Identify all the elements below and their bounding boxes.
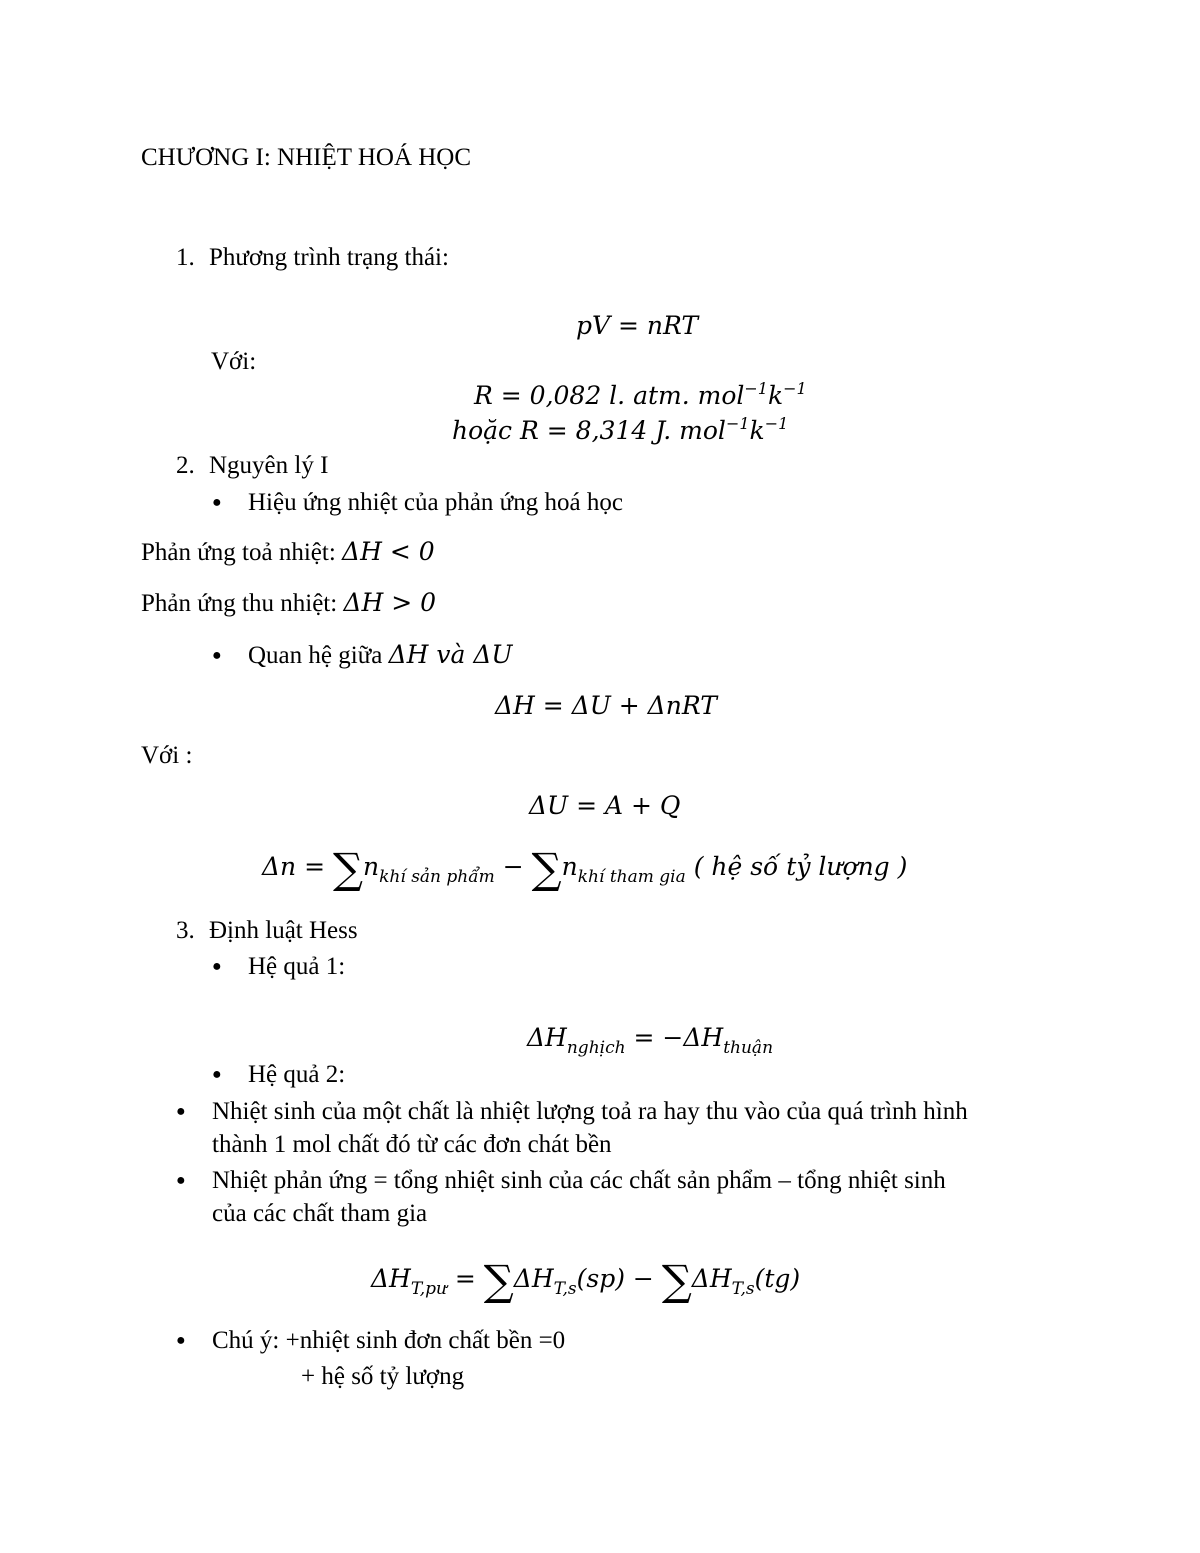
section-number: 2. <box>176 452 195 479</box>
gas-constant-joule: hoặc R = 8,314 J. $mol^{-1}k^{-1}$ <box>452 414 789 445</box>
bullet-relation: ● Quan hệ giữa ΔH và ΔU <box>212 640 513 669</box>
hess-reverse-equation: $\Delta H_{nghịch} = -\Delta H_{thuận}$ <box>527 1023 774 1058</box>
exothermic-line: Phản ứng toả nhiệt: ΔH < 0 <box>141 537 435 566</box>
bullet-reaction-heat: ● Nhiệt phản ứng = tổng nhiệt sinh của các chất sản phẩm – tổng nhiệt sinh <box>176 1167 946 1194</box>
sum-icon: ∑ <box>483 1256 514 1305</box>
endothermic-line: Phản ứng thu nhiệt: ΔH > 0 <box>141 588 437 617</box>
note-continuation: + hệ số tỷ lượng <box>301 1363 465 1390</box>
page-title: CHƯƠNG I: NHIỆT HOÁ HỌC <box>141 144 472 171</box>
sum-icon: ∑ <box>661 1256 692 1305</box>
section-number: 1. <box>176 244 195 271</box>
bullet-icon: ● <box>212 1066 222 1083</box>
reaction-heat-formula: $\Delta H_{T,pư} = \sum\Delta H_{T,s}(sp) - \sum\Delta H_{T,s}(tg)$ <box>371 1256 801 1305</box>
sum-icon: ∑ <box>333 844 363 893</box>
bullet-icon: ● <box>176 1103 186 1120</box>
section-title: Nguyên lý I <box>209 452 329 479</box>
sum-icon: ∑ <box>531 844 562 893</box>
section-title: Định luật Hess <box>209 917 358 944</box>
bullet-note: ● Chú ý: +nhiệt sinh đơn chất bền =0 <box>176 1327 566 1354</box>
section-title: Phương trình trạng thái: <box>209 244 449 271</box>
bullet-reaction-heat-cont: của các chất tham gia <box>212 1200 428 1227</box>
section-number: 3. <box>176 917 195 944</box>
bullet-heat-effect: ● Hiệu ứng nhiệt của phản ứng hoá học <box>212 489 623 516</box>
bullet-icon: ● <box>176 1172 186 1189</box>
gas-constant-atm: R = 0,082 l. atm. $mol^{-1}k^{-1}$ <box>474 379 807 410</box>
bullet-corollary-1: ● Hệ quả 1: <box>212 953 346 980</box>
section-2-heading <box>176 451 328 481</box>
bullet-formation-heat-cont: thành 1 mol chất đó từ các đơn chát bền <box>212 1131 612 1158</box>
delta-n-equation: $\Delta n = \sum n_{khí sản phẩm} - \sum n_{khí tham gia}$ ( hệ số tỷ lượng ) <box>262 844 908 893</box>
bullet-icon: ● <box>212 494 222 511</box>
ideal-gas-equation: pV = nRT <box>576 311 699 340</box>
with-label: Với: <box>211 348 257 375</box>
bullet-formation-heat: ● Nhiệt sinh của một chất là nhiệt lượng toả ra hay thu vào của quá trình hình <box>176 1098 968 1125</box>
with-label: Với : <box>141 742 193 769</box>
section-1-heading <box>176 243 449 273</box>
enthalpy-equation: ΔH = ΔU + ΔnRT <box>495 691 717 720</box>
bullet-icon: ● <box>212 647 222 664</box>
section-3-heading <box>176 916 358 946</box>
bullet-icon: ● <box>212 958 222 975</box>
bullet-icon: ● <box>176 1332 186 1349</box>
bullet-corollary-2: ● Hệ quả 2: <box>212 1061 346 1088</box>
internal-energy-equation: ΔU = A + Q <box>529 791 681 820</box>
